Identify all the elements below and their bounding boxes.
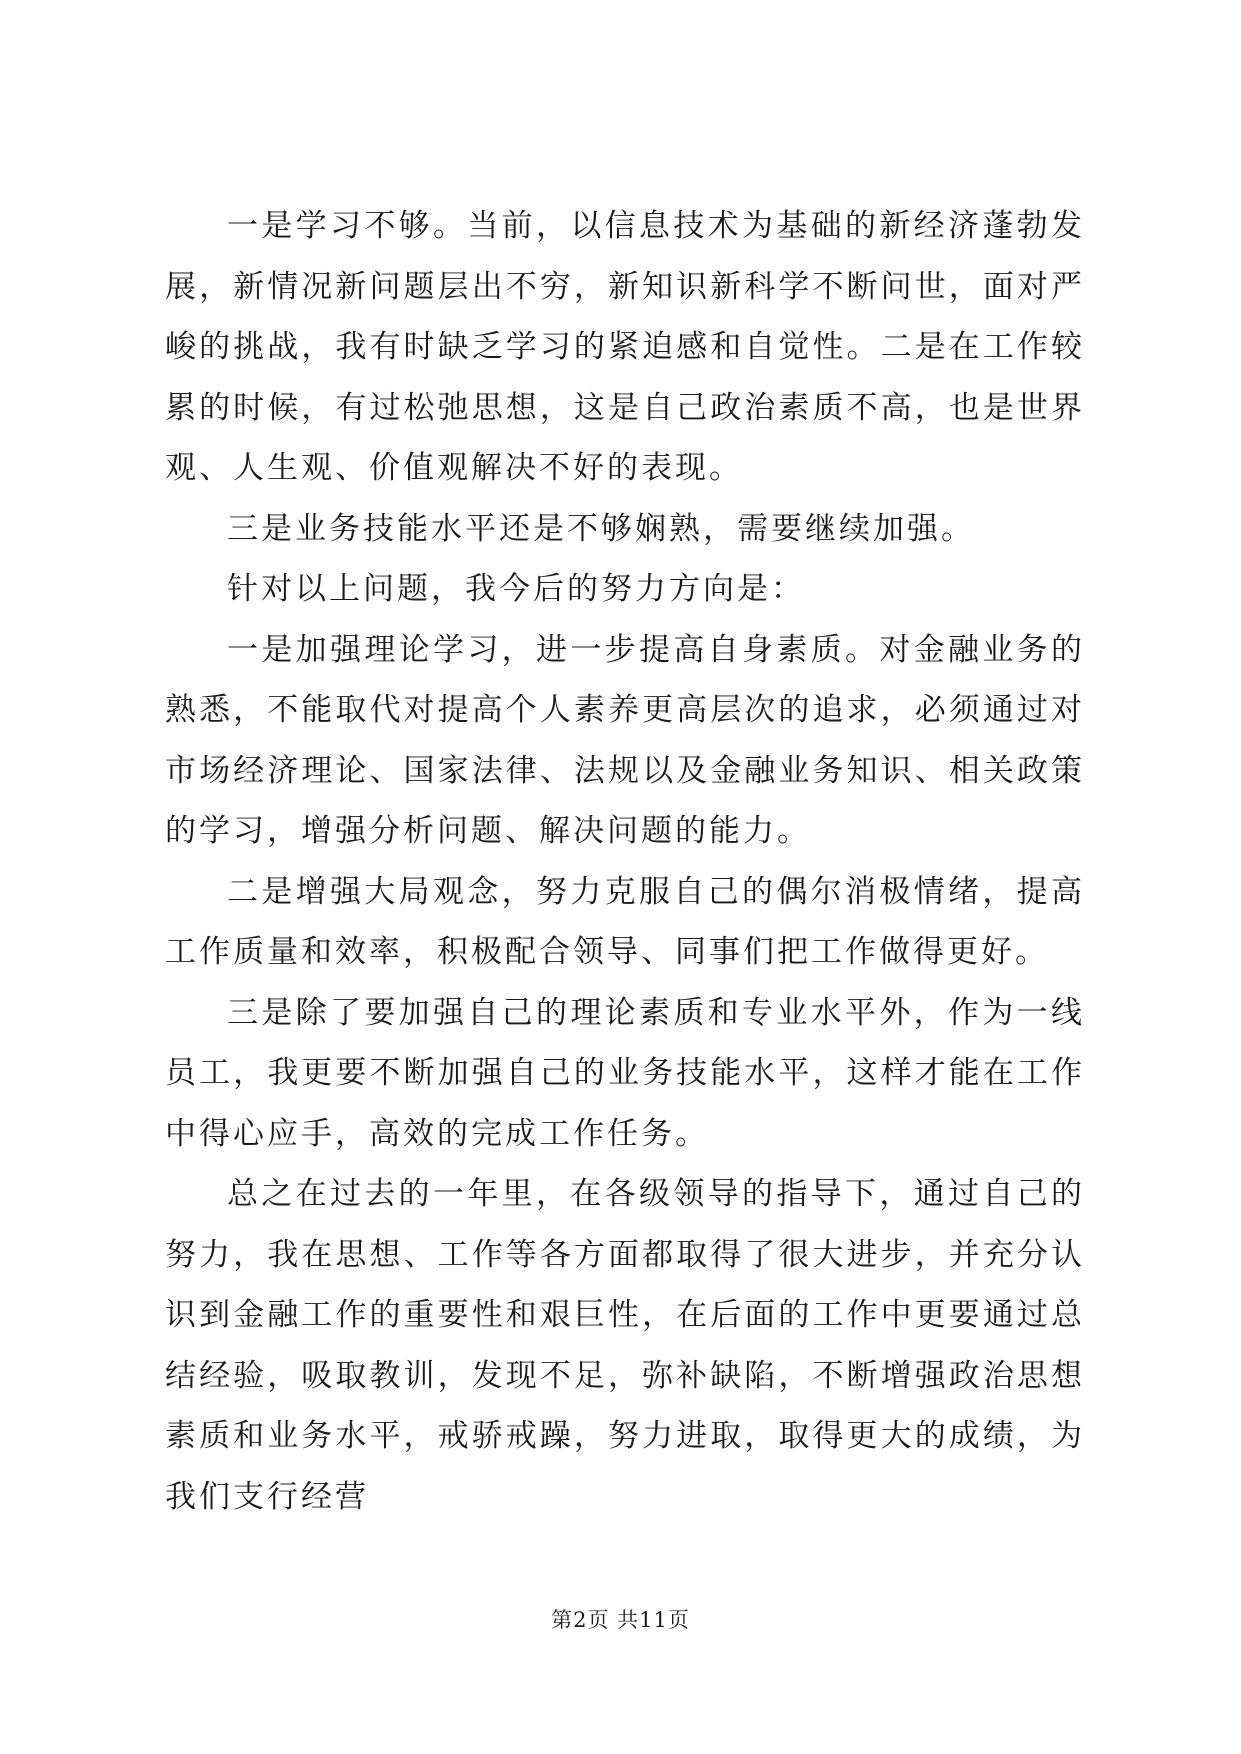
paragraph-shortcomings: 一是学习不够。当前，以信息技术为基础的新经济蓬勃发展，新情况新问题层出不穷，新知识新科学不断问世，面对严峻的挑战，我有时缺乏学习的紧迫感和自觉性。二是在工作较累的时候，有过松弛思想，这是自己政治素质不高，也是世界观、人生观、价值观解决不好的表现。 xyxy=(165,208,1085,486)
paragraph-overall-view: 二是增强大局观念，努力克服自己的偶尔消极情绪，提高工作质量和效率，积极配合领导、同事们把工作做得更好。 xyxy=(165,873,1085,970)
paragraph-direction-intro: 针对以上问题，我今后的努力方向是： xyxy=(227,571,805,607)
paragraph-business-skills: 三是除了要加强自己的理论素质和专业水平外，作为一线员工，我更要不断加强自己的业务技能水平，这样才能在工作中得心应手，高效的完成工作任务。 xyxy=(165,994,1085,1152)
paragraph-summary: 总之在过去的一年里，在各级领导的指导下，通过自己的努力，我在思想、工作等各方面都取得了很大进步，并充分认识到金融工作的重要性和艰巨性，在后面的工作中更要通过总结经验，吸取教训，发现不足，弥补缺陷，不断增强政治思想素质和业务水平，戒骄戒躁，努力进取，取得更大的成绩，为我们支行经营 xyxy=(165,1176,1085,1515)
paragraph-theory-study: 一是加强理论学习，进一步提高自身素质。对金融业务的熟悉，不能取代对提高个人素养更高层次的追求，必须通过对市场经济理论、国家法律、法规以及金融业务知识、相关政策的学习，增强分析问题、解决问题的能力。 xyxy=(165,631,1085,849)
page-number-footer: 第2页 共11页 xyxy=(551,1608,690,1632)
document-body xyxy=(165,196,1085,1527)
paragraph-skills: 三是业务技能水平还是不够娴熟，需要继续加强。 xyxy=(227,510,975,547)
